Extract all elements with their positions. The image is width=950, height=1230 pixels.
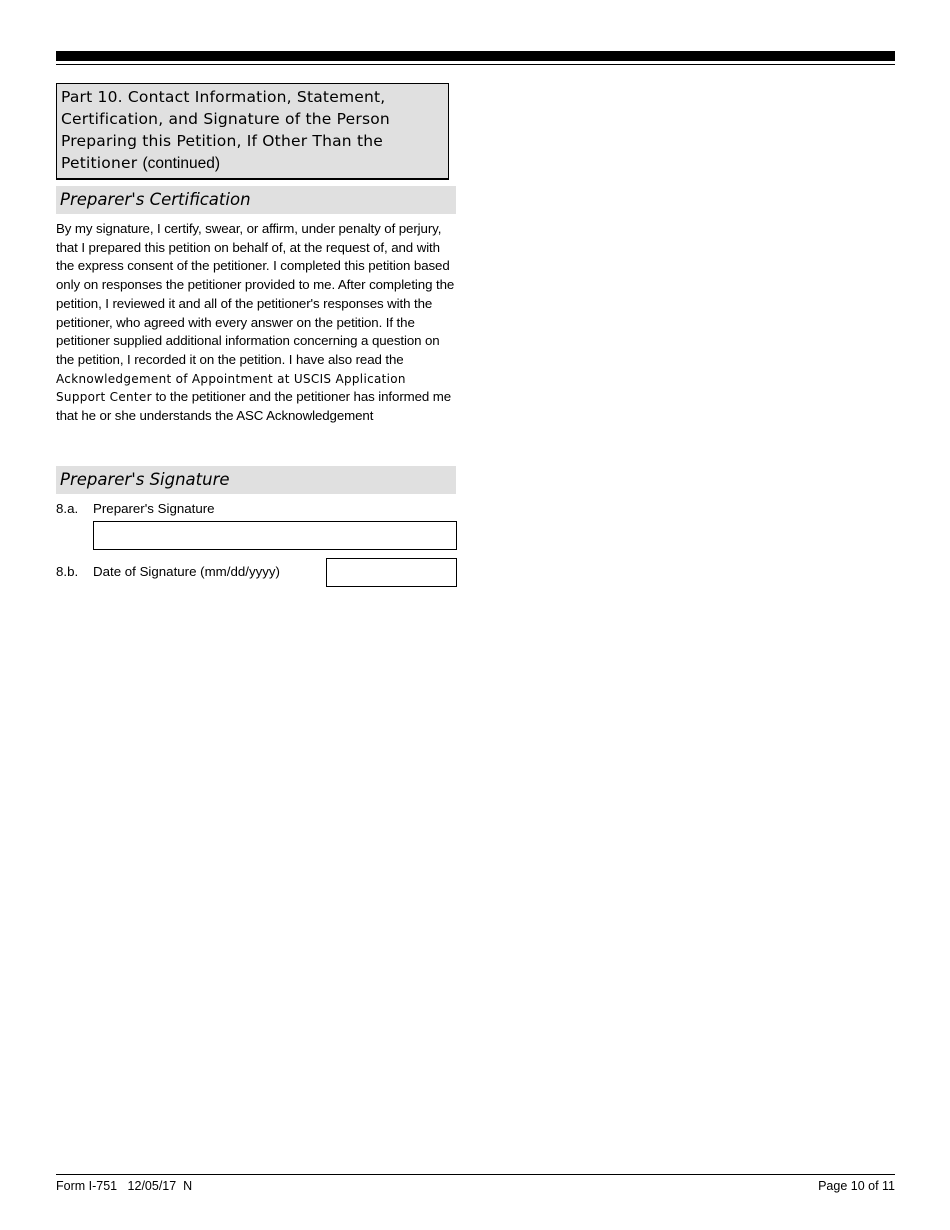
certification-statement	[56, 220, 458, 426]
item-8a-number: 8.a.	[56, 501, 79, 516]
header-rule-thin	[56, 64, 895, 65]
asc-acknowledgement-title: Acknowledgement of Appointment at USCIS Application Support Center	[56, 371, 406, 405]
preparers-signature-heading: Preparer's Signature	[56, 466, 456, 494]
certification-text-part2: to the petitioner and the petitioner has informed me that he or she understands the ASC Acknowledgement	[56, 389, 452, 424]
form-identifier: Form I-751 12/05/17 N	[56, 1179, 193, 1193]
header-rule-thick	[56, 51, 895, 61]
part-10-header	[56, 83, 449, 180]
item-8b-number: 8.b.	[56, 564, 79, 579]
footer-rule	[56, 1174, 895, 1175]
certification-text-part1: By my signature, I certify, swear, or affirm, under penalty of perjury, that I prepared this petition on behalf of, at the request of, and with the express consent of the petitioner. I completed this petition based only on responses the petitioner provided to me. After completing the petition, I reviewed it and all of the petitioner's responses with the petitioner, who agreed with every answer on the petition. If the petitioner supplied additional information concerning a question on the petition, I recorded it on the petition. I have also read the	[56, 221, 455, 367]
date-of-signature-field[interactable]	[326, 558, 457, 587]
item-8a-label: Preparer's Signature	[93, 501, 215, 516]
page-number: Page 10 of 11	[818, 1179, 895, 1193]
preparers-certification-heading: Preparer's Certification	[56, 186, 456, 214]
item-8b-label: Date of Signature (mm/dd/yyyy)	[93, 564, 280, 579]
part-title: Part 10. Contact Information, Statement, Certification, and Signature of the Person Preparing this Petition, If Other Than the Petitioner	[61, 88, 390, 172]
continued-label: (continued)	[142, 155, 221, 172]
preparer-signature-field[interactable]	[93, 521, 457, 550]
